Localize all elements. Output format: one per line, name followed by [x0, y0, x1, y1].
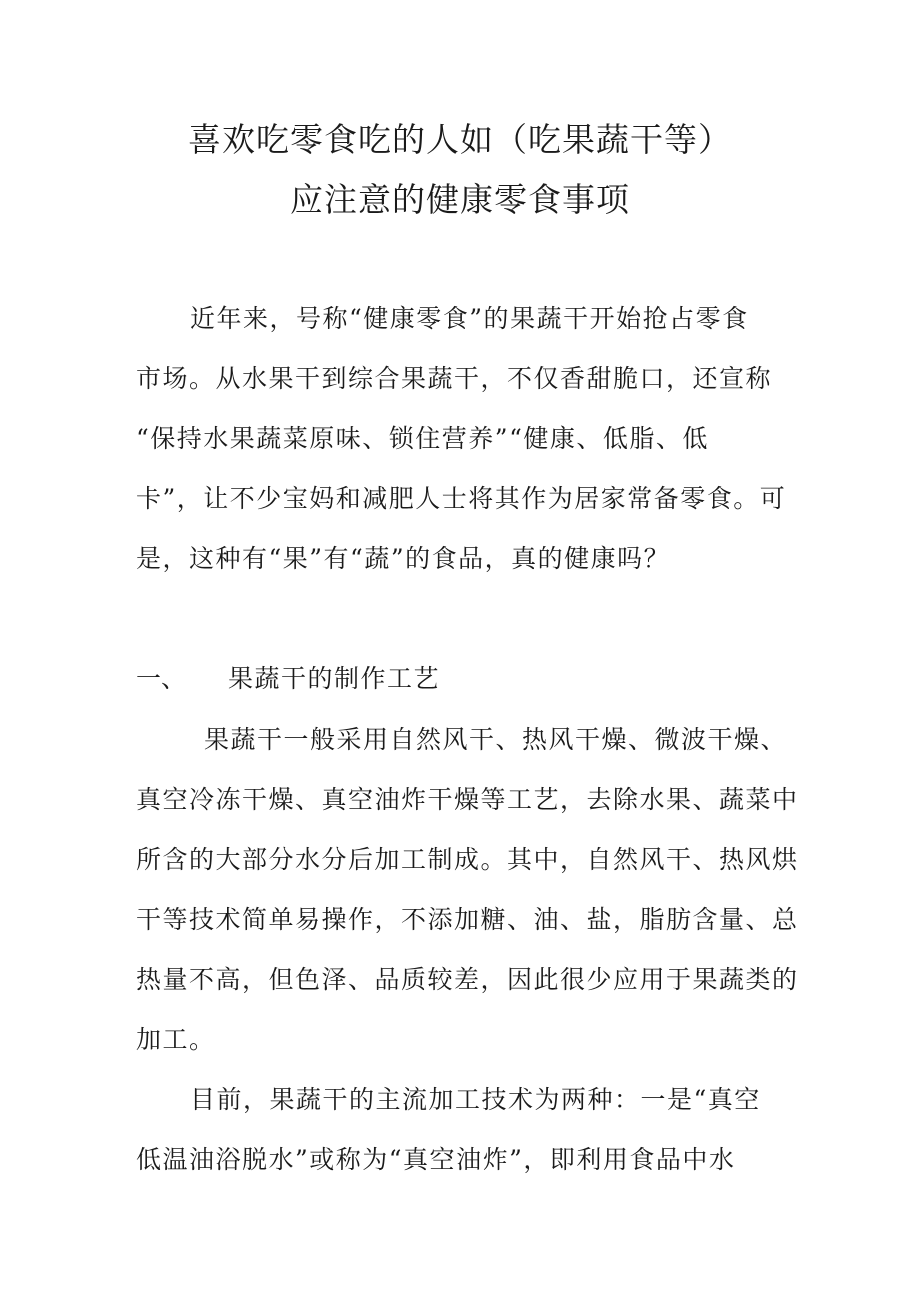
paragraph-1-line-1: 近年来，号称“健康零食”的果蔬干开始抢占零食	[190, 304, 749, 333]
paragraph-2-line-4: 干等技术简单易操作，不添加糖、油、盐，脂肪含量、总	[136, 905, 799, 934]
section-1-number: 一、	[136, 664, 187, 693]
section-1-heading: 果蔬干的制作工艺	[228, 664, 441, 693]
paragraph-2-line-1: 果蔬干一般采用自然风干、热风干燥、微波干燥、	[204, 725, 788, 754]
paragraph-2-line-5: 热量不高，但色泽、品质较差，因此很少应用于果蔬类的	[136, 965, 799, 994]
paragraph-3-line-1: 目前，果蔬干的主流加工技术为两种：一是“真空	[190, 1085, 761, 1114]
paragraph-1-line-2: 市场。从水果干到综合果蔬干，不仅香甜脆口，还宣称	[136, 364, 773, 393]
paragraph-1-line-4: 卡”，让不少宝妈和减肥人士将其作为居家常备零食。可	[136, 484, 787, 513]
paragraph-2-line-3: 所含的大部分水分后加工制成。其中，自然风干、热风烘	[136, 845, 799, 874]
document-title-line-1: 喜欢吃零食吃的人如（吃果蔬干等）	[188, 120, 732, 159]
paragraph-2-line-2: 真空冷冻干燥、真空油炸干燥等工艺，去除水果、蔬菜中	[136, 785, 799, 814]
paragraph-1-line-3: “保持水果蔬菜原味、锁住营养”“健康、低脂、低	[136, 424, 709, 453]
document-title-line-2: 应注意的健康零食事项	[290, 180, 630, 219]
paragraph-1-line-5: 是，这种有“果”有“蔬”的食品，真的健康吗？	[136, 544, 671, 573]
paragraph-2-line-6: 加工。	[136, 1025, 216, 1054]
paragraph-3-line-2: 低温油浴脱水”或称为“真空油炸”，即利用食品中水	[136, 1145, 736, 1174]
